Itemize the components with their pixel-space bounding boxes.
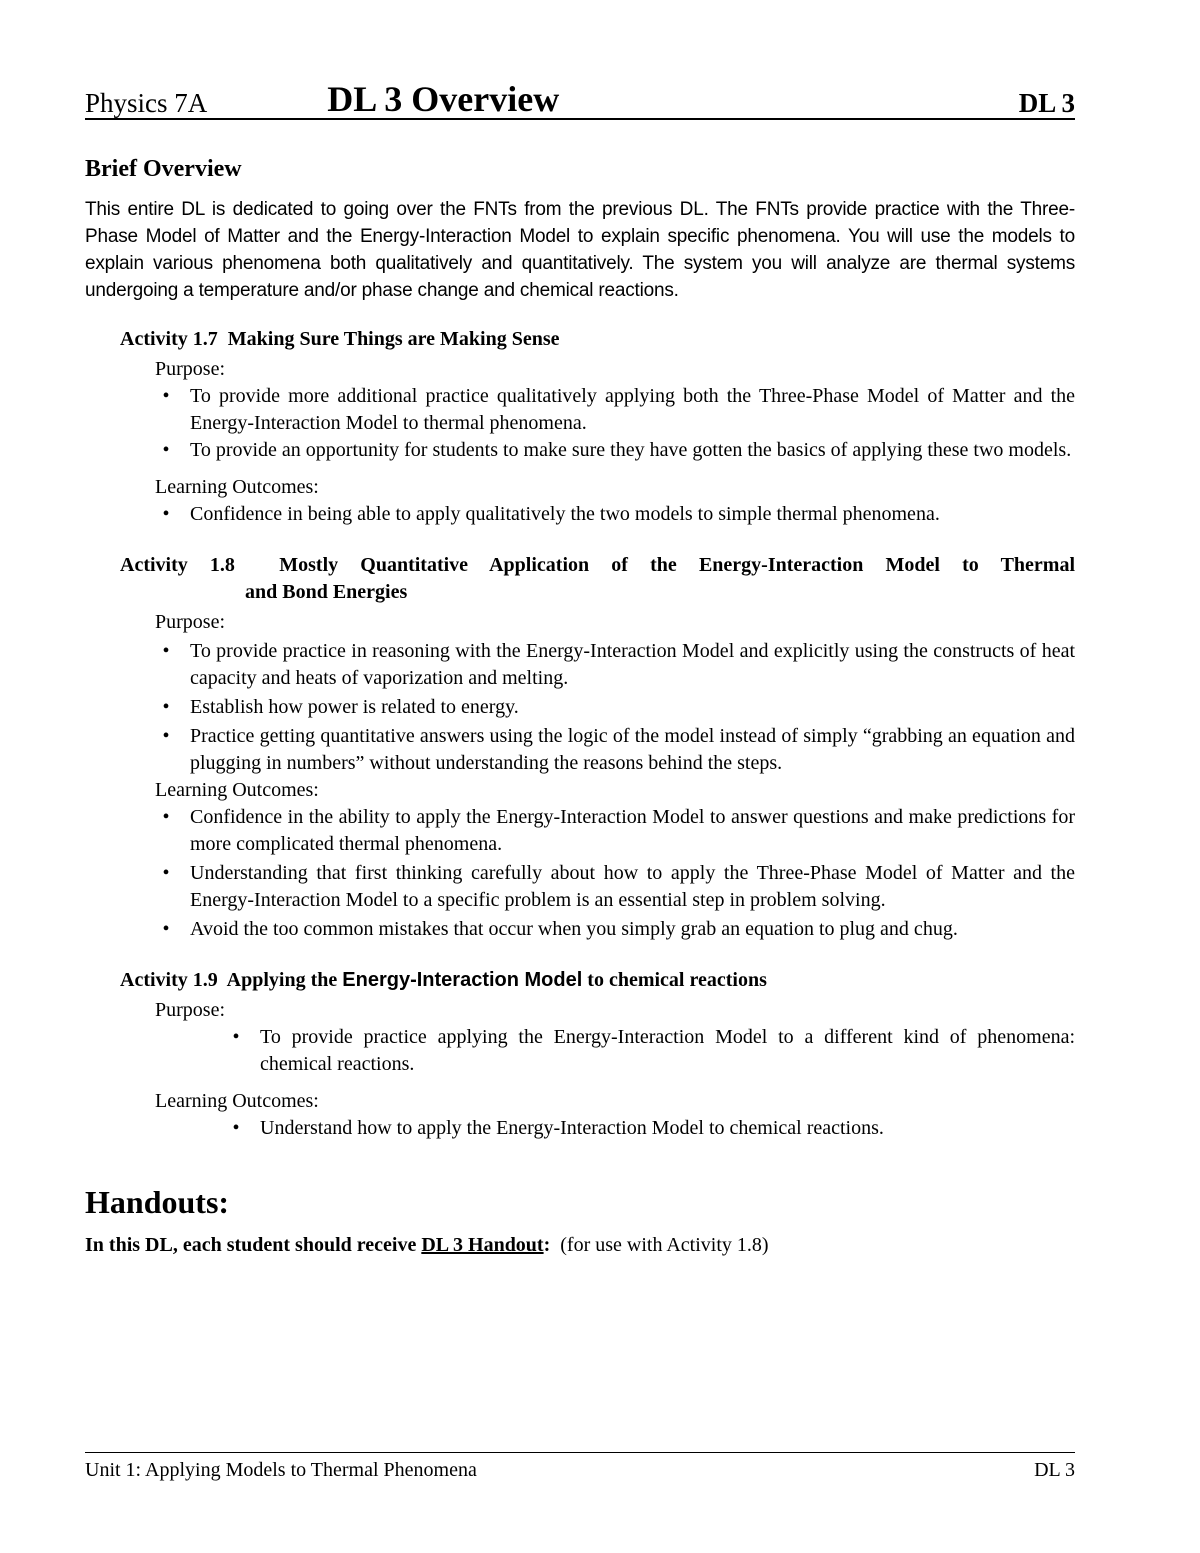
outcomes-list (85, 1115, 1075, 1142)
list-item: • To provide practice applying the Energy-Interaction Model to a different kind of phenomena: chemical reactions. (226, 1024, 1075, 1078)
purpose-list (85, 383, 1075, 464)
bullet-icon: • (162, 503, 170, 525)
handouts-note: (for use with Activity 1.8) (560, 1234, 769, 1256)
bullet-icon: • (232, 1117, 240, 1139)
list-item: • Avoid the too common mistakes that occur when you simply grab an equation to plug and chug. (156, 916, 1075, 943)
brief-overview-heading: Brief Overview (85, 156, 242, 182)
activity-name-a: Applying the (226, 969, 338, 991)
outcomes-list (85, 501, 1075, 528)
activity-name-b: Energy-Interaction Model (342, 969, 583, 991)
handouts-heading: Handouts: (85, 1184, 230, 1220)
handouts-lead: In this DL, each student should receive (85, 1234, 417, 1256)
handouts-colon: : (543, 1234, 551, 1256)
bullet-icon: • (232, 1026, 240, 1048)
list-item: • Understanding that first thinking carefully about how to apply the Three-Phase Model of Matter and the Energy-Interaction Model to a specific problem is an essential step in problem solving. (156, 860, 1075, 914)
page-title: DL 3 Overview (327, 79, 560, 119)
purpose-label: Purpose: (155, 999, 225, 1021)
activity-1-8 (120, 552, 1075, 606)
list-item: • Understand how to apply the Energy-Interaction Model to chemical reactions. (226, 1115, 1075, 1142)
handouts-line (85, 1232, 1075, 1259)
activity-name: Making Sure Things are Making Sense (227, 328, 560, 350)
bullet-icon: • (162, 725, 170, 747)
outcomes-label: Learning Outcomes: (155, 779, 319, 801)
page-footer (85, 1452, 1075, 1484)
footer-code: DL 3 (1034, 1459, 1075, 1481)
activity-title (120, 326, 1075, 353)
purpose-label: Purpose: (155, 611, 225, 633)
purpose-list (85, 638, 1075, 777)
activity-title (120, 967, 1075, 994)
handout-link[interactable]: DL 3 Handout (421, 1234, 544, 1256)
bullet-icon: • (162, 640, 170, 662)
outcomes-label: Learning Outcomes: (155, 1090, 319, 1112)
document-page (85, 78, 1075, 1259)
bullet-icon: • (162, 439, 170, 461)
list-item: • Practice getting quantitative answers using the logic of the model instead of simply “grabbing an equation and plugging in numbers” without understanding the reasons behind the steps. (156, 723, 1075, 777)
activity-1-9 (120, 967, 1075, 994)
purpose-label: Purpose: (155, 358, 225, 380)
brief-overview-text: This entire DL is dedicated to going over the FNTs from the previous DL. The FNTs provide practice with the Three-Phase Model of Matter and the Energy-Interaction Model to explain specific phenomena. You will use the models to explain various phenomena both qualitatively and quantitatively. The system you will analyze are thermal systems undergoing a temperature and/or phase change and chemical reactions. (85, 199, 1075, 301)
activity-number: Activity 1.7 (120, 328, 218, 350)
list-item: • Confidence in being able to apply qualitatively the two models to simple thermal phenomena. (156, 501, 1075, 528)
activity-number: Activity 1.8 (120, 554, 235, 576)
dl-code: DL 3 (1018, 88, 1075, 118)
course-name: Physics 7A (85, 88, 208, 118)
list-item: • Confidence in the ability to apply the Energy-Interaction Model to answer questions and make predictions for more complicated thermal phenomena. (156, 804, 1075, 858)
bullet-icon: • (162, 385, 170, 407)
list-item: • To provide more additional practice qualitatively applying both the Three-Phase Model of Matter and the Energy-Interaction Model to thermal phenomena. (156, 383, 1075, 437)
bullet-icon: • (162, 918, 170, 940)
list-item: • To provide practice in reasoning with the Energy-Interaction Model and explicitly using the constructs of heat capacity and heats of vaporization and melting. (156, 638, 1075, 692)
footer-unit: Unit 1: Applying Models to Thermal Phenomena (85, 1459, 477, 1481)
activity-number: Activity 1.9 (120, 969, 218, 991)
list-item: • Establish how power is related to energy. (156, 694, 1075, 721)
outcomes-list (85, 804, 1075, 943)
activity-title-cont: and Bond Energies (245, 581, 408, 603)
bullet-icon: • (162, 696, 170, 718)
activity-1-7 (120, 326, 1075, 353)
activity-name-c: to chemical reactions (587, 969, 767, 991)
page-header (85, 78, 1075, 120)
bullet-icon: • (162, 862, 170, 884)
list-item: • To provide an opportunity for students to make sure they have gotten the basics of applying these two models. (156, 437, 1075, 464)
purpose-list (85, 1024, 1075, 1078)
outcomes-label: Learning Outcomes: (155, 476, 319, 498)
activity-name: Mostly Quantitative Application of the Energy-Interaction Model to Thermal (279, 554, 1076, 576)
bullet-icon: • (162, 806, 170, 828)
activity-title (120, 552, 1075, 579)
